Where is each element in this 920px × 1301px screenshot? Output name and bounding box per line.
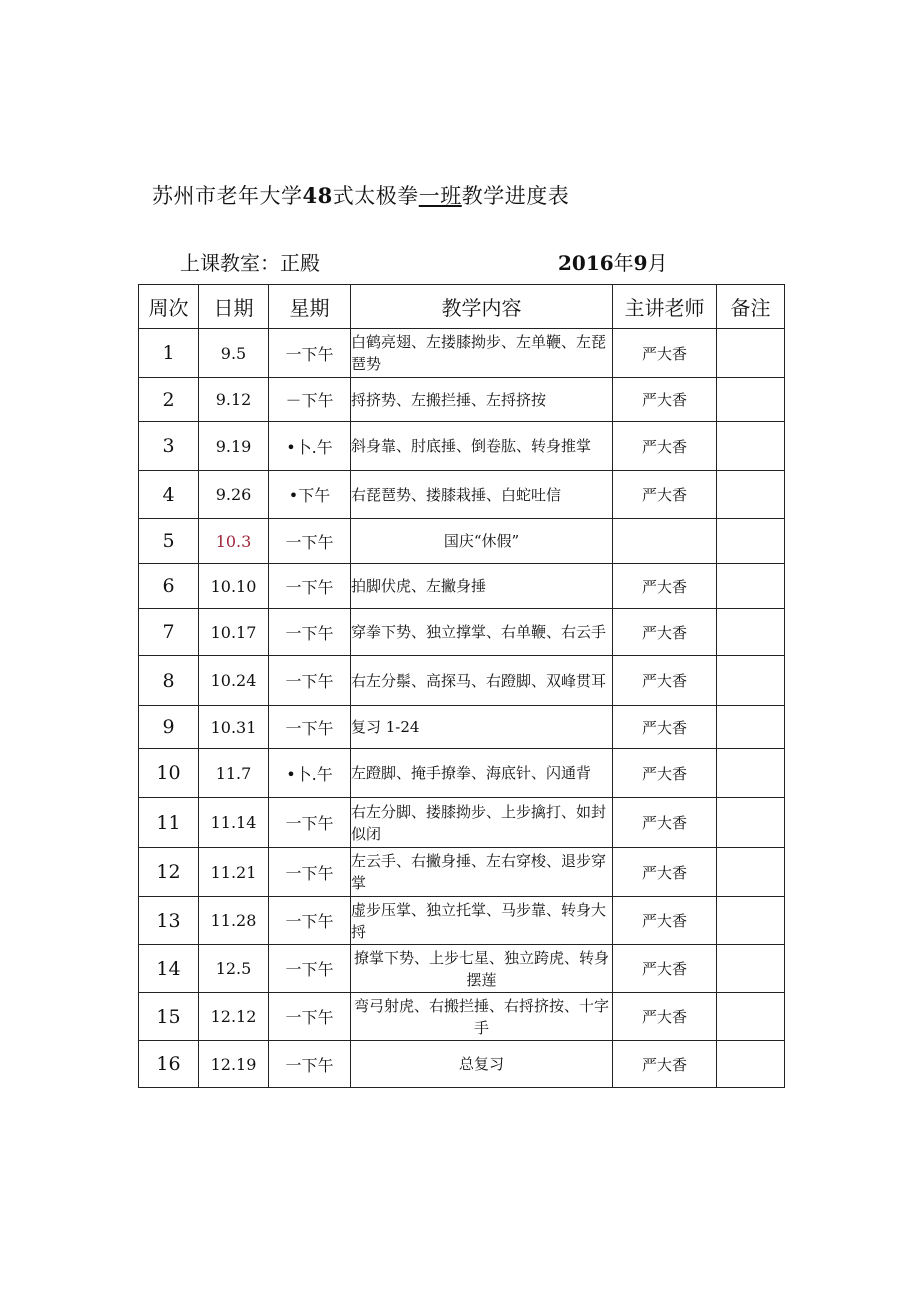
table-row [139, 656, 785, 706]
cell-day: 一下午 [269, 564, 351, 609]
cell-content: 撩掌下势、上步七星、独立跨虎、转身摆莲 [351, 945, 613, 993]
cell-date: 9.26 [199, 471, 269, 519]
cell-date: 11.7 [199, 749, 269, 798]
cell-date: 10.17 [199, 609, 269, 656]
cell-teacher: 严大香 [613, 749, 717, 798]
cell-week: 1 [139, 329, 199, 378]
period-info [558, 247, 668, 276]
title-class: 一班 [418, 184, 462, 208]
cell-week: 4 [139, 471, 199, 519]
cell-content: 左蹬脚、掩手撩拳、海底针、闪通背 [351, 749, 613, 798]
cell-teacher: 严大香 [613, 1041, 717, 1088]
cell-week: 11 [139, 798, 199, 848]
cell-teacher [613, 519, 717, 564]
cell-content: 斜身靠、肘底捶、倒卷肱、转身推掌 [351, 422, 613, 471]
cell-note [717, 897, 785, 945]
cell-note [717, 422, 785, 471]
cell-week: 13 [139, 897, 199, 945]
schedule-table [138, 284, 785, 1088]
cell-content: 弯弓射虎、右搬拦捶、右捋挤按、十字手 [351, 993, 613, 1041]
cell-teacher: 严大香 [613, 706, 717, 749]
cell-day: 一下午 [269, 656, 351, 706]
cell-content: 穿拳下势、独立撑掌、右单鞭、右云手 [351, 609, 613, 656]
cell-day: 一下午 [269, 609, 351, 656]
cell-week: 14 [139, 945, 199, 993]
cell-day: 一下午 [269, 897, 351, 945]
table-row [139, 471, 785, 519]
header-day: 星期 [269, 285, 351, 329]
cell-content: 白鹤亮翅、左搂膝拗步、左单鞭、左琵琶势 [351, 329, 613, 378]
table-row [139, 1041, 785, 1088]
cell-note [717, 329, 785, 378]
cell-note [717, 945, 785, 993]
cell-day: 一下午 [269, 329, 351, 378]
cell-note [717, 848, 785, 897]
header-week: 周次 [139, 285, 199, 329]
title-prefix: 苏州市老年大学 [152, 184, 303, 208]
cell-day: 一下午 [269, 798, 351, 848]
table-row [139, 519, 785, 564]
cell-day: 一下午 [269, 993, 351, 1041]
cell-note [717, 564, 785, 609]
title-number: 48 [302, 183, 333, 208]
cell-note [717, 1041, 785, 1088]
cell-note [717, 519, 785, 564]
cell-teacher: 严大香 [613, 897, 717, 945]
table-row [139, 945, 785, 993]
cell-day: 一下午 [269, 945, 351, 993]
cell-content: 虚步压掌、独立托掌、马步靠、转身大捋 [351, 897, 613, 945]
period-year: 2016 [558, 251, 614, 275]
cell-note [717, 798, 785, 848]
classroom-value: 正殿 [280, 251, 320, 275]
period-year-suffix: 年 [613, 251, 634, 275]
cell-week: 9 [139, 706, 199, 749]
cell-day: 一下午 [269, 706, 351, 749]
cell-note [717, 609, 785, 656]
cell-date: 9.12 [199, 378, 269, 422]
cell-teacher: 严大香 [613, 422, 717, 471]
cell-teacher: 严大香 [613, 378, 717, 422]
cell-date: 9.5 [199, 329, 269, 378]
cell-week: 6 [139, 564, 199, 609]
cell-teacher: 严大香 [613, 798, 717, 848]
cell-week: 12 [139, 848, 199, 897]
table-row [139, 378, 785, 422]
cell-date: 10.10 [199, 564, 269, 609]
cell-content: 拍脚伏虎、左撇身捶 [351, 564, 613, 609]
cell-teacher: 严大香 [613, 848, 717, 897]
cell-teacher: 严大香 [613, 564, 717, 609]
table-row [139, 749, 785, 798]
cell-day: －下午 [269, 378, 351, 422]
classroom-info [180, 247, 320, 276]
cell-day: •卜.午 [269, 749, 351, 798]
cell-teacher: 严大香 [613, 471, 717, 519]
cell-date: 12.12 [199, 993, 269, 1041]
table-row [139, 564, 785, 609]
cell-note [717, 378, 785, 422]
cell-date: 10.24 [199, 656, 269, 706]
table-row [139, 422, 785, 471]
period-month-suffix: 月 [647, 251, 668, 275]
cell-week: 3 [139, 422, 199, 471]
cell-week: 2 [139, 378, 199, 422]
cell-teacher: 严大香 [613, 993, 717, 1041]
cell-teacher: 严大香 [613, 609, 717, 656]
cell-date: 10.3 [199, 519, 269, 564]
cell-teacher: 严大香 [613, 656, 717, 706]
cell-teacher: 严大香 [613, 945, 717, 993]
cell-week: 7 [139, 609, 199, 656]
table-row [139, 706, 785, 749]
cell-content: 右左分鬃、高探马、右蹬脚、双峰贯耳 [351, 656, 613, 706]
cell-week: 5 [139, 519, 199, 564]
cell-week: 16 [139, 1041, 199, 1088]
cell-day: 一下午 [269, 519, 351, 564]
cell-date: 11.21 [199, 848, 269, 897]
cell-day: •下午 [269, 471, 351, 519]
cell-date: 12.19 [199, 1041, 269, 1088]
cell-note [717, 656, 785, 706]
cell-teacher: 严大香 [613, 329, 717, 378]
table-row [139, 993, 785, 1041]
table-row [139, 329, 785, 378]
document-title [152, 180, 569, 210]
cell-content: 右左分脚、搂膝拗步、上步擒打、如封似闭 [351, 798, 613, 848]
cell-note [717, 993, 785, 1041]
cell-date: 10.31 [199, 706, 269, 749]
cell-note [717, 749, 785, 798]
table-row [139, 848, 785, 897]
table-row [139, 609, 785, 656]
header-content: 教学内容 [351, 285, 613, 329]
cell-week: 15 [139, 993, 199, 1041]
cell-week: 10 [139, 749, 199, 798]
cell-content: 右琵琶势、搂膝栽捶、白蛇吐信 [351, 471, 613, 519]
header-row [139, 285, 785, 329]
cell-day: 一下午 [269, 848, 351, 897]
cell-date: 11.28 [199, 897, 269, 945]
cell-content: 总复习 [351, 1041, 613, 1088]
cell-date: 11.14 [199, 798, 269, 848]
cell-content: 捋挤势、左搬拦捶、左捋挤按 [351, 378, 613, 422]
title-middle: 式太极拳 [332, 184, 419, 208]
cell-content: 国庆“休假” [351, 519, 613, 564]
header-date: 日期 [199, 285, 269, 329]
table-row [139, 798, 785, 848]
period-month: 9 [633, 251, 648, 275]
classroom-label: 上课教室： [180, 251, 280, 275]
table-row [139, 897, 785, 945]
header-note: 备注 [717, 285, 785, 329]
cell-content: 复习 1-24 [351, 706, 613, 749]
title-suffix: 教学进度表 [461, 184, 570, 208]
cell-week: 8 [139, 656, 199, 706]
header-teacher: 主讲老师 [613, 285, 717, 329]
cell-content: 左云手、右撇身捶、左右穿梭、退步穿掌 [351, 848, 613, 897]
cell-date: 12.5 [199, 945, 269, 993]
cell-day: 一下午 [269, 1041, 351, 1088]
cell-note [717, 471, 785, 519]
cell-note [717, 706, 785, 749]
cell-day: •卜.午 [269, 422, 351, 471]
cell-date: 9.19 [199, 422, 269, 471]
